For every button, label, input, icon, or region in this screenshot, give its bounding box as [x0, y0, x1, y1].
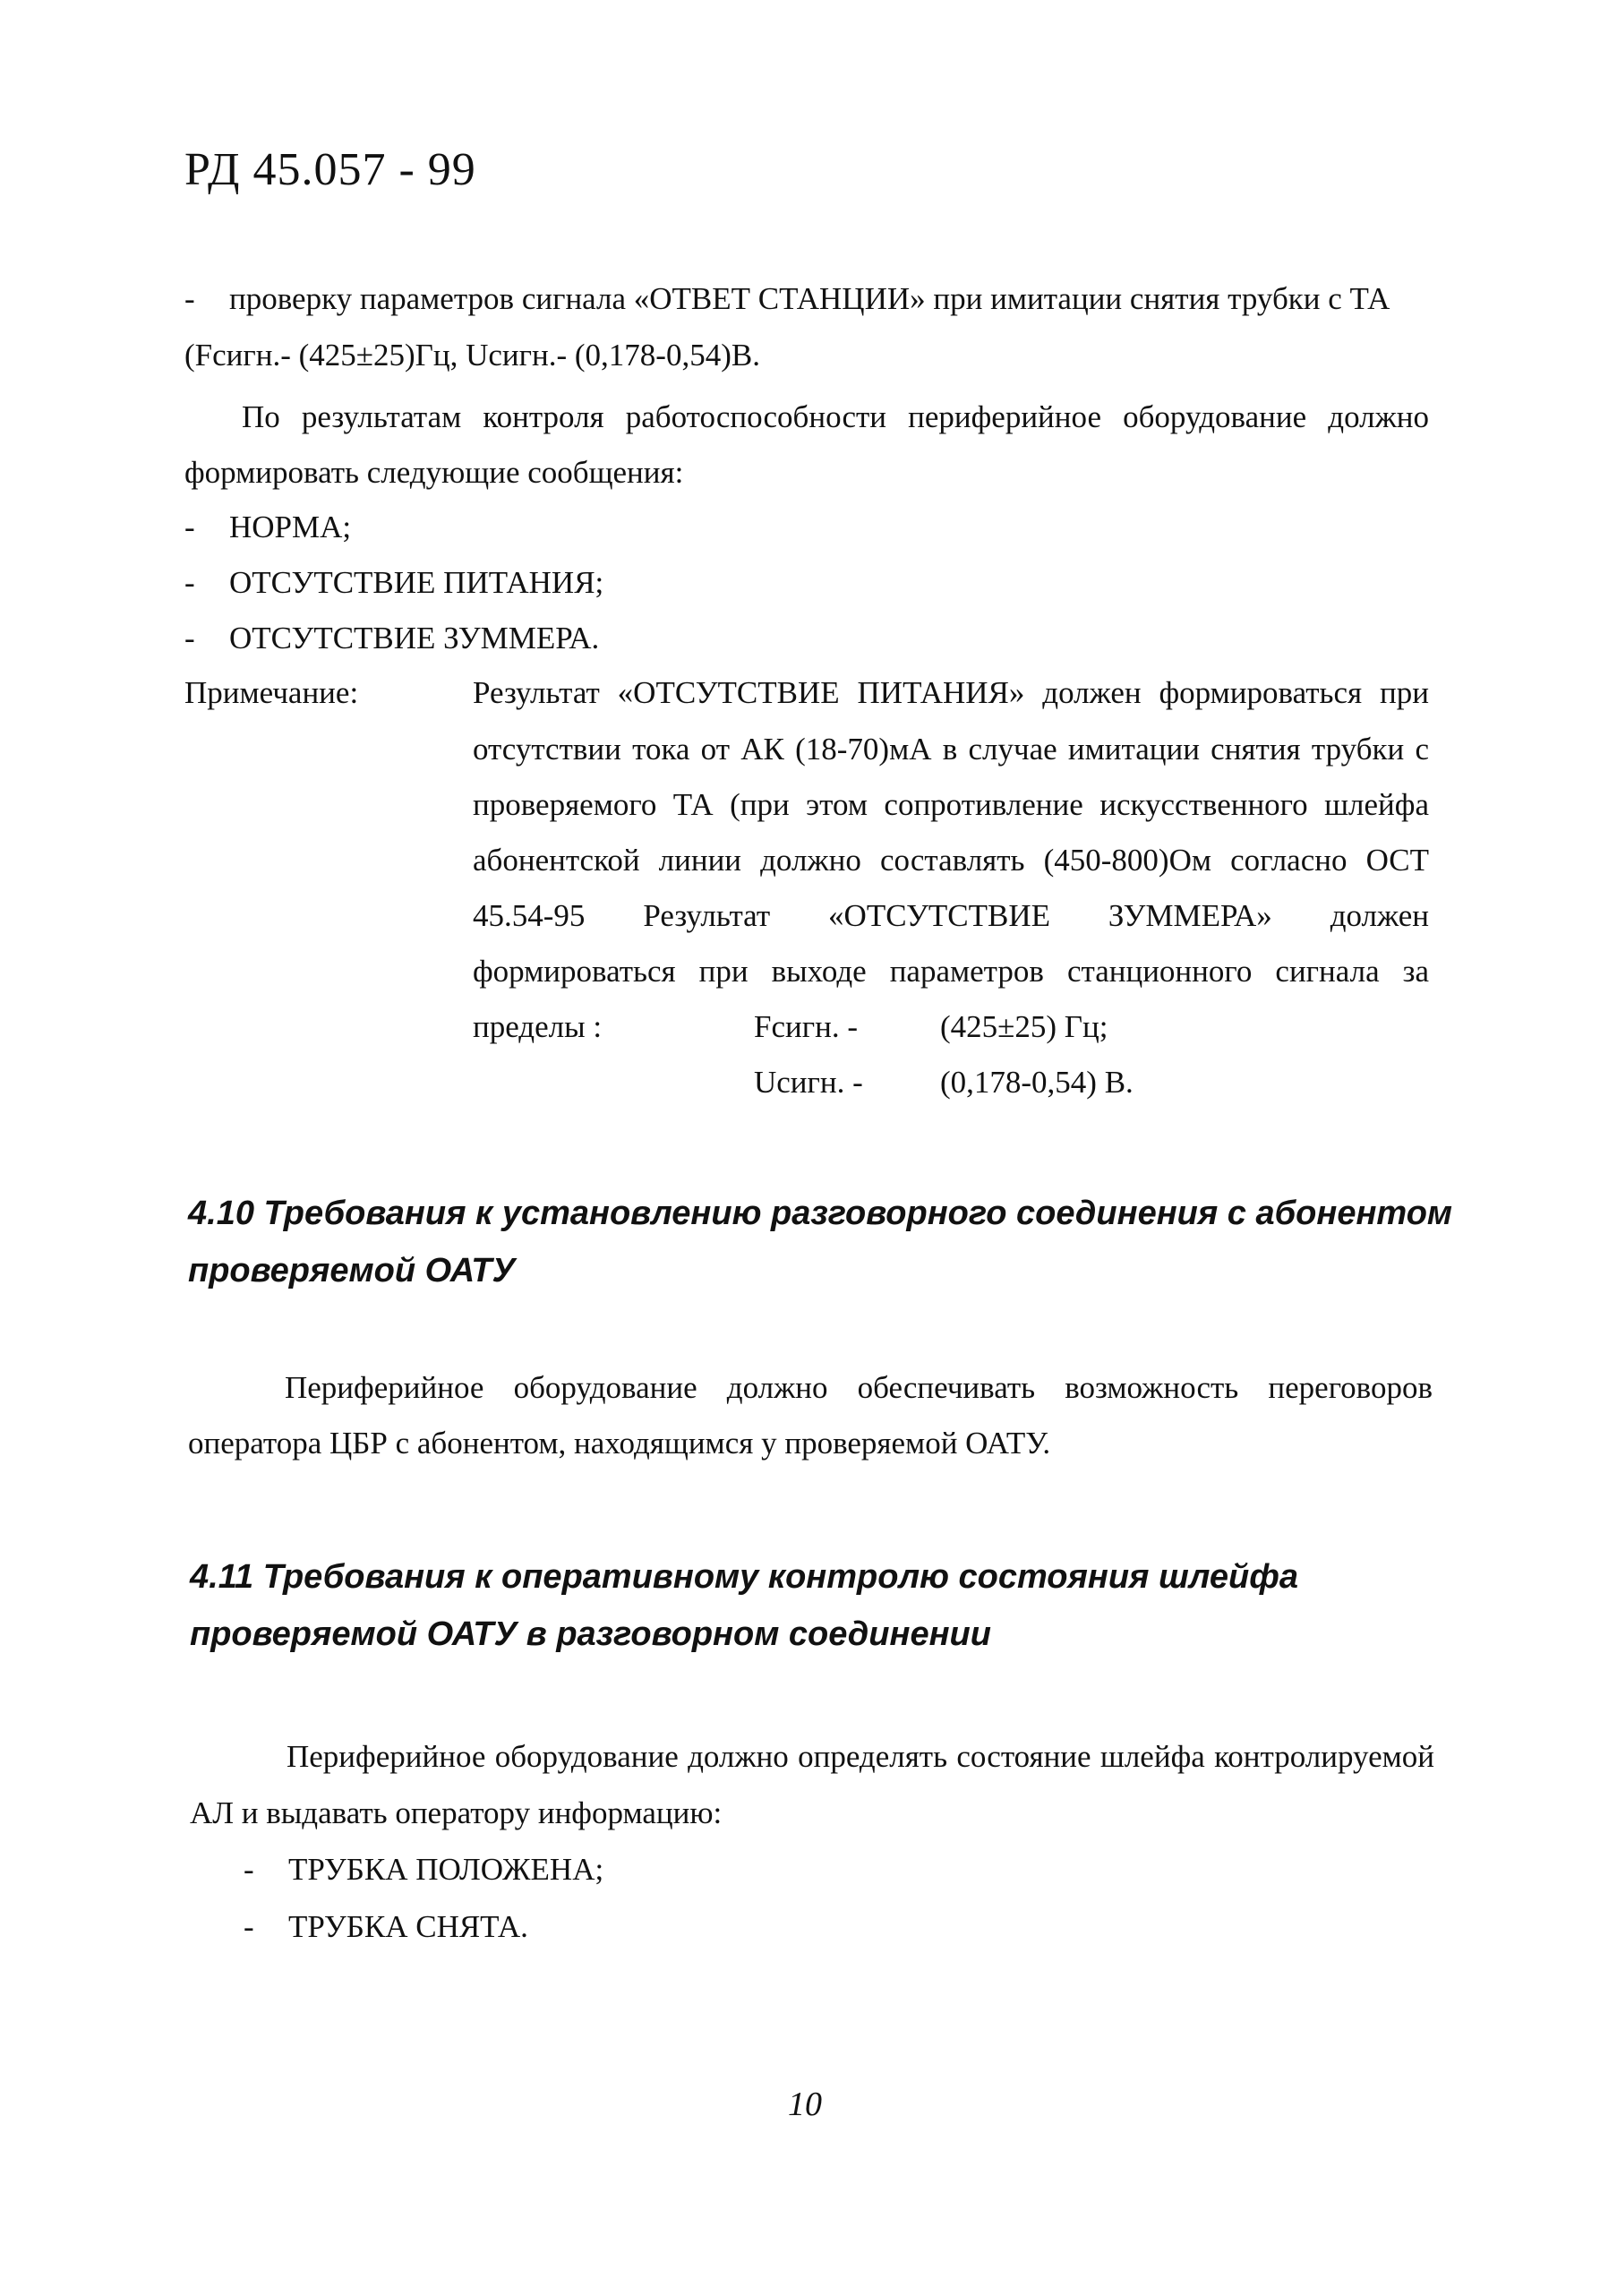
- note-line: формироваться при выходе параметров станционного сигнала за: [473, 954, 1429, 989]
- list-item: - ТРУБКА ПОЛОЖЕНА;: [244, 1852, 604, 1887]
- limits-label: пределы :: [473, 1009, 603, 1044]
- u-signal-value: (0,178-0,54) В.: [940, 1065, 1134, 1100]
- note-line: 45.54-95 Результат «ОТСУТСТВИЕ ЗУММЕРА» должен: [473, 898, 1429, 933]
- bullet-text: проверку параметров сигнала «ОТВЕТ СТАНЦИИ» при имитации снятия трубки с ТА: [229, 281, 1390, 316]
- item-handset-off-hook: ТРУБКА СНЯТА.: [288, 1909, 528, 1944]
- section-4-11-paragraph-line2: АЛ и выдавать оператору информацию:: [190, 1795, 723, 1830]
- note-line: проверяемого ТА (при этом сопротивление искусственного шлейфа: [473, 787, 1429, 822]
- f-signal-value: (425±25) Гц;: [940, 1009, 1108, 1044]
- section-heading-4-11-line2: проверяемой ОАТУ в разговорном соединении: [190, 1615, 991, 1653]
- intro-paragraph-line1: По результатам контроля работоспособности периферийное оборудование должно: [242, 399, 1429, 434]
- section-4-10-paragraph-line1: Периферийное оборудование должно обеспечивать возможность переговоров: [285, 1370, 1433, 1405]
- message-no-power: ОТСУТСТВИЕ ПИТАНИЯ;: [229, 565, 604, 600]
- note-line: отсутствии тока от АК (18-70)мА в случае имитации снятия трубки с: [473, 732, 1429, 767]
- message-norma: НОРМА;: [229, 510, 352, 544]
- list-item: - ТРУБКА СНЯТА.: [244, 1909, 528, 1944]
- intro-paragraph-line2: формировать следующие сообщения:: [184, 455, 684, 490]
- section-4-11-paragraph-line1: Периферийное оборудование должно определять состояние шлейфа контролируемой: [287, 1739, 1434, 1774]
- bullet-dash: -: [184, 281, 195, 316]
- section-heading-4-11-line1: 4.11 Требования к оперативному контролю состояния шлейфа: [190, 1558, 1299, 1596]
- section-heading-4-10-line2: проверяемой ОАТУ: [188, 1252, 516, 1289]
- note-label: Примечание:: [184, 675, 359, 710]
- bullet-line: [184, 279, 1429, 319]
- document-code: РД 45.057 - 99: [184, 144, 476, 195]
- note-line: Результат «ОТСУТСТВИЕ ПИТАНИЯ» должен формироваться при: [473, 675, 1429, 710]
- f-signal-name: Fсигн. -: [754, 1009, 858, 1044]
- page-number: 10: [788, 2086, 822, 2123]
- list-item: - ОТСУТСТВИЕ ЗУММЕРА.: [184, 621, 600, 655]
- note-line: абонентской линии должно составлять (450-800)Ом согласно ОСТ: [473, 843, 1429, 878]
- u-signal-name: Uсигн. -: [754, 1065, 863, 1100]
- item-handset-on-hook: ТРУБКА ПОЛОЖЕНА;: [288, 1852, 604, 1887]
- bullet-continuation: (Fсигн.- (425±25)Гц, Uсигн.- (0,178-0,54)В.: [184, 338, 760, 373]
- message-no-buzzer: ОТСУТСТВИЕ ЗУММЕРА.: [229, 621, 600, 655]
- section-heading-4-10-line1: 4.10 Требования к установлению разговорного соединения с абонентом: [188, 1195, 1453, 1232]
- list-item: - ОТСУТСТВИЕ ПИТАНИЯ;: [184, 565, 604, 600]
- list-item: - НОРМА;: [184, 510, 352, 544]
- section-4-10-paragraph-line2: оператора ЦБР с абонентом, находящимся у проверяемой ОАТУ.: [188, 1426, 1051, 1461]
